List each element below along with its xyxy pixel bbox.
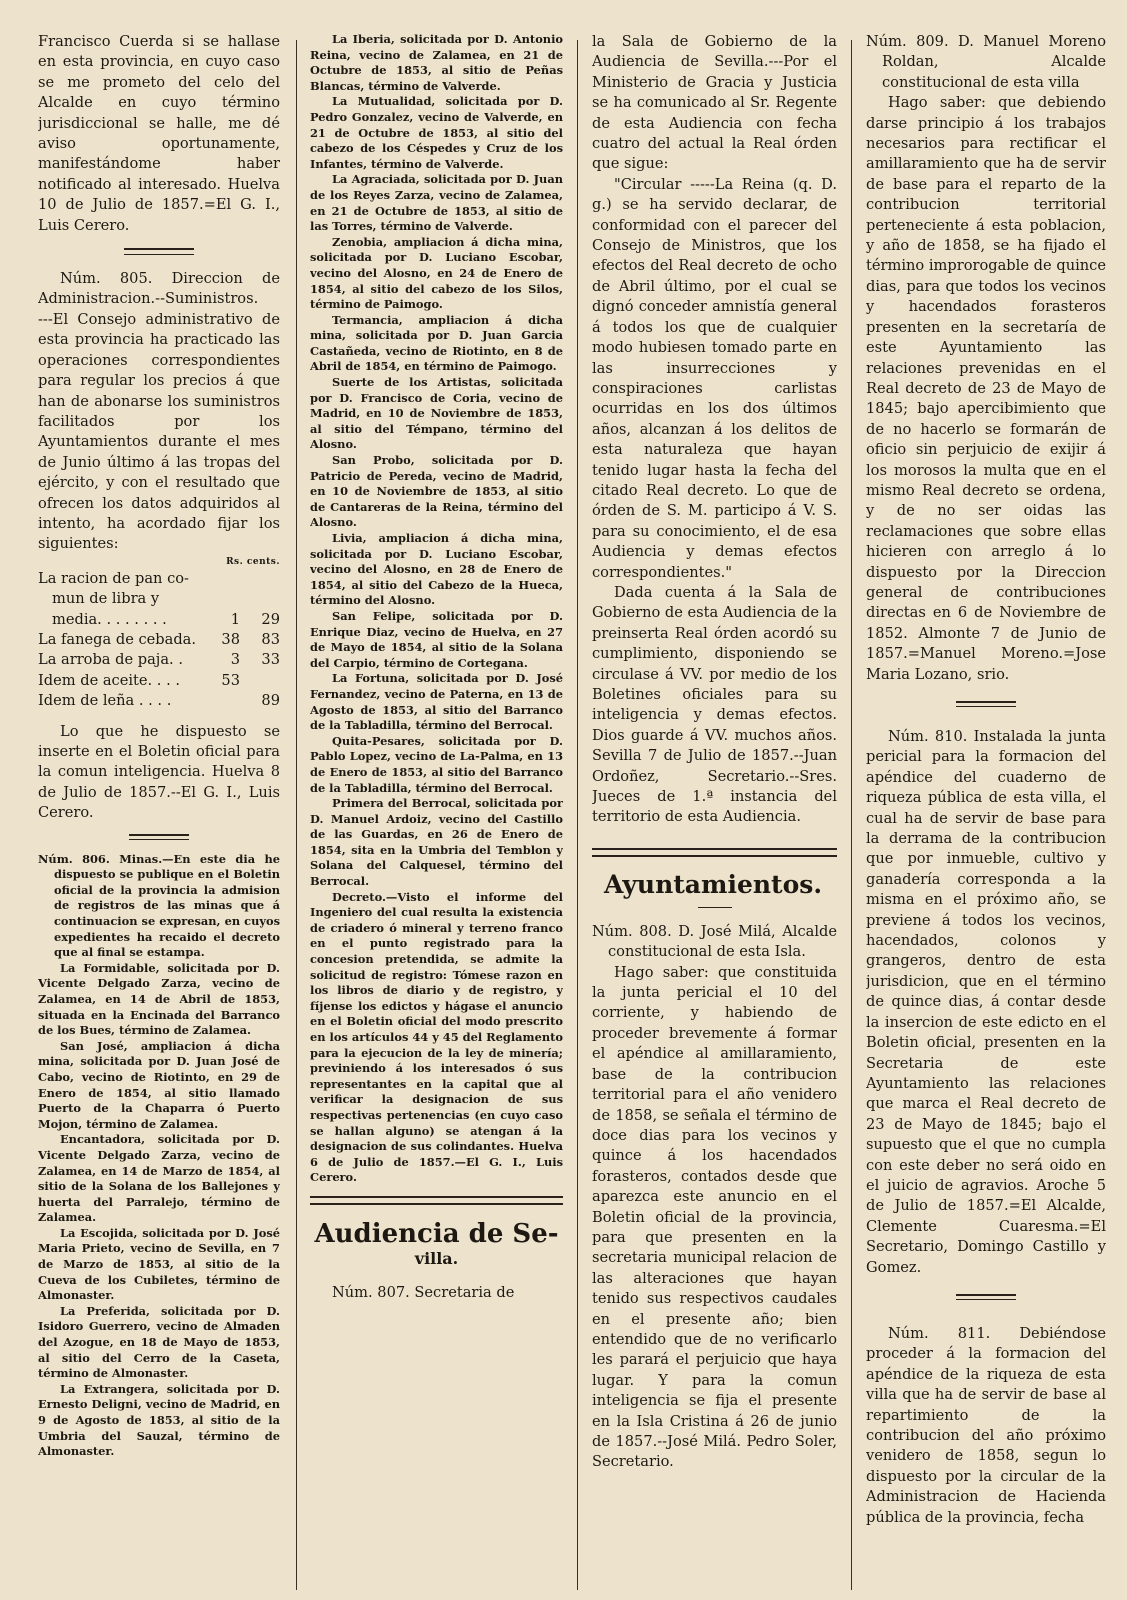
- separator: [129, 834, 189, 840]
- price-table-header: Rs. cents.: [226, 556, 280, 567]
- royal-circular: "Circular -----La Reina (q. D. g.) se ha servido declarar, de conformidad con el parecer del Consejo de Ministros, que los efectos del Real decreto de ocho de Abril último, por el cual se dignó conceder amnistía general á todos los que de cualquier modo hubiesen tomado parte en las insurrecciones y conspiraciones carlistas ocurridas en los dos últimos años, alcanzan á los delitos de esta naturaleza que hayan tenido lugar hasta la fecha del citado Real decreto. Lo que de órden de S. M. participo á V. S. para su conocimiento, el de esa Audiencia y demas efectos correspondientes.": [592, 175, 837, 581]
- notice-808-header: Núm. 808. D. José Milá, Alcalde constitucional de esta Isla.: [592, 922, 837, 961]
- table-row: [38, 589, 280, 609]
- mine-entry: La Agraciada, solicitada por D. Juan de los Reyes Zarza, vecino de Zalamea, en 21 de Octubre de 1853, al sitio de las Torres, término de Valverde.: [310, 172, 563, 234]
- notice-811: Núm. 811. Debiéndose proceder á la formacion del apéndice de la riqueza de esta villa que ha de servir de base al repartimiento de la contribucion del año próximo venidero de 1858, segun lo dispuesto por la circular de la Administracion de Hacienda pública de la provincia, fecha: [866, 1324, 1106, 1526]
- price-reales: 53: [221, 671, 240, 689]
- price-cents: 83: [261, 630, 280, 648]
- notice-807-start: Núm. 807. Secretaria de: [332, 1283, 515, 1301]
- separator: [956, 701, 1016, 707]
- mine-entry: La Formidable, solicitada por D. Vicente Delgado Zarza, vecino de Zalamea, en 14 de Abril de 1853, situada en la Encinada del Barranco de los Bues, término de Zalamea.: [38, 960, 280, 1038]
- notice-807-closing: Dada cuenta á la Sala de Gobierno de esta Audiencia de la preinserta Real órden acordó su cumplimiento, disponiendo se circulase á VV. por medio de los Boletines oficiales para su inteligencia y demas efectos. Dios guarde á VV. muchos años. Sevilla 7 de Julio de 1857.--Juan Ordoñez, Secretario.--Sres. Jueces de 1.ª instancia del territorio de esta Audiencia.: [592, 583, 837, 826]
- separator: [124, 248, 194, 255]
- notice-806-intro: Núm. 806. Minas.—En este dia he dispuesto se publique en el Boletin oficial de la provincia la admision de registros de las minas que á continuacion se expresan, en cuyos expedientes ha recaido el decreto que al final se estampa.: [38, 851, 280, 960]
- price-reales: [212, 569, 240, 589]
- price-item: La arroba de paja. .: [38, 651, 183, 669]
- mine-entry: La Iberia, solicitada por D. Antonio Reina, vecino de Zalamea, en 21 de Octubre de 1853, al sitio de Peñas Blancas, término de Valverde.: [310, 32, 563, 93]
- column-1: [38, 32, 280, 1594]
- price-reales: [212, 691, 240, 711]
- price-cents: 33: [261, 651, 280, 669]
- notice-805-closing: Lo que he dispuesto se inserte en el Boletin oficial para la comun inteligencia. Huelva 8 de Julio de 1857.--El G. I., Luis Cerero.: [38, 722, 280, 822]
- price-cents: [240, 589, 280, 609]
- section-title-ayuntamientos: Ayuntamientos.: [604, 869, 823, 899]
- table-row: [38, 671, 280, 691]
- mine-entry: La Preferida, solicitada por D. Isidoro Guerrero, vecino de Almaden del Azogue, en 18 de Mayo de 1853, al sitio del Cerro de la Caseta, término de Almonaster.: [38, 1303, 280, 1381]
- notice-809-body: Hago saber: que debiendo darse principio á los trabajos necesarios para rectificar el amillaramiento que ha de servir de base para el reparto de la contribucion territorial perteneciente á esta poblacion, y año de 1858, se ha fijado el término improrogable de quince dias, para que todos los vecinos y hacendados forasteros presenten en la secretaría de este Ayuntamiento las relaciones prevenidas en el Real decreto de 23 de Mayo de 1845; bajo apercibimiento que de no hacerlo se formarán de oficio sin perjuicio de exijir á los morosos la multa que en el mismo Real decreto se ordena, y de no ser oidas las reclamaciones que sobre ellas hicieren con arreglo á lo dispuesto por la Direccion general de contribuciones directas en 6 de Noviembre de 1852. Almonte 7 de Junio de 1857.=Manuel Moreno.=Jose Maria Lozano, srio.: [866, 94, 1106, 683]
- price-cents: [240, 671, 280, 691]
- mine-entry: Primera del Berrocal, solicitada por D. Manuel Ardoiz, vecino del Castillo de las Guardas, en 26 de Enero de 1854, sita en la Umbria del Temblon y Solana del Calquesel, término del Berrocal.: [310, 796, 563, 889]
- notice-805-header: Núm. 805. Direccion de Administracion.--Suministros.: [38, 270, 280, 308]
- mine-entry: Suerte de los Artistas, solicitada por D. Francisco de Coria, vecino de Madrid, en 10 de Noviembre de 1853, al sitio del Témpano, término del Alosno.: [310, 375, 563, 452]
- column-divider: [296, 40, 297, 1590]
- price-cents: [240, 569, 280, 589]
- section-title-audiencia-cont: villa.: [414, 1248, 459, 1268]
- double-rule: [592, 848, 837, 857]
- price-cents: 89: [261, 692, 280, 710]
- mine-entry: La Mutualidad, solicitada por D. Pedro Gonzalez, vecino de Valverde, en 21 de Octubre de 1853, al sitio del cabezo de los Céspedes y Cruz de los Infantes, término de Valverde.: [310, 94, 563, 171]
- table-row: [38, 650, 280, 670]
- mine-entry: Livia, ampliacion á dicha mina, solicitada por D. Luciano Escobar, vecino del Alosno, en 28 de Enero de 1854, al sitio del Cabezo de la Hueca, término del Alosno.: [310, 531, 563, 608]
- column-4: [866, 32, 1106, 1594]
- price-reales: 3: [230, 651, 240, 669]
- price-item: Idem de aceite. . . .: [38, 671, 180, 689]
- price-cents: 29: [261, 610, 280, 628]
- table-row: [38, 610, 280, 630]
- double-rule: [310, 1196, 563, 1205]
- mine-entry: La Escojida, solicitada por D. José Maria Prieto, vecino de Sevilla, en 7 de Marzo de 1853, al sitio de la Cueva de los Cubiletes, término de Almonaster.: [38, 1225, 280, 1303]
- mining-decree: Decreto.—Visto el informe del Ingeniero del cual resulta la existencia de criadero ó mineral y terreno franco en el punto registrado para la concesion pretendida, se admite la solicitud de registro: Tómese razon en los libros de diario y de registro, y fíjense los edictos y hágase el anuncio en el Boletin oficial del modo prescrito en los artículos 44 y 45 del Reglamento para la ejecucion de la ley de minería; previniendo á los interesados ó sus representantes en la capital que al verificar la designacion de sus respectivas pertenencias (en cuyo caso se hallan alguno) se atengan á la designacion de sus colindantes. Huelva 6 de Julio de 1857.—El G. I., Luis Cerero.: [310, 889, 563, 1185]
- mine-entry: San Probo, solicitada por D. Patricio de Pereda, vecino de Madrid, en 10 de Noviembre de 1853, al sitio de Cantareras de la Reina, término del Alosno.: [310, 453, 563, 530]
- table-row: [38, 691, 280, 711]
- notice-fragment: Francisco Cuerda si se hallase en esta provincia, en cuyo caso se me prometo del celo del Alcalde en cuyo término jurisdiccional se halle, me dé aviso oportunamente, manifestándome haber notificado al interesado. Huelva 10 de Julio de 1857.=El G. I., Luis Cerero.: [38, 33, 280, 234]
- table-row: [38, 569, 280, 589]
- mine-entry: Zenobia, ampliacion á dicha mina, solicitada por D. Luciano Escobar, vecino del Alosno, en 24 de Enero de 1854, al sitio del cabezo de los Silos, término de Paimogo.: [310, 234, 563, 312]
- column-divider: [851, 40, 852, 1590]
- mine-entry: Encantadora, solicitada por D. Vicente Delgado Zarza, vecino de Zalamea, en 14 de Marzo de 1854, al sitio de la Solana de los Ballejones y huerta del Parralejo, término de Zalamea.: [38, 1132, 280, 1225]
- column-divider: [577, 40, 578, 1590]
- mine-entry: Quita-Pesares, solicitada por D. Pablo Lopez, vecino de La-Palma, en 13 de Enero de 1853, al sitio del Barranco de la Tabladilla, término del Berrocal.: [310, 733, 563, 795]
- price-reales: [212, 589, 240, 609]
- notice-807-body: la Sala de Gobierno de la Audiencia de Sevilla.---Por el Ministerio de Gracia y Justicia se ha comunicado al Sr. Regente de esta Audiencia con fecha cuatro del actual la Real órden que sigue:: [592, 33, 837, 173]
- column-3: [592, 32, 837, 1594]
- separator: [956, 1294, 1016, 1300]
- notice-805-body: ---El Consejo administrativo de esta provincia ha practicado las operaciones correspondientes para regular los precios á que han de abonarse los suministros facilitados por los Ayuntamientos durante el mes de Junio último á las tropas del ejército, y con el resultado que ofrecen los datos adquiridos al intento, ha acordado fijar los siguientes:: [38, 310, 280, 553]
- mine-entry: San Felipe, solicitada por D. Enrique Diaz, vecino de Huelva, en 27 de Mayo de 1854, al sitio de la Solana del Carpio, término de Cortegana.: [310, 608, 563, 670]
- mine-entry: San José, ampliacion á dicha mina, solicitada por D. Juan José de Cabo, vecino de Riotinto, en 29 de Enero de 1854, al sitio llamado Puerto de la Chaparra ó Puerto Mojon, término de Zalamea.: [38, 1038, 280, 1131]
- separator: [698, 907, 732, 908]
- mine-entry: Termancia, ampliacion á dicha mina, solicitada por D. Juan Garcia Castañeda, vecino de Riotinto, en 8 de Abril de 1854, en término de Paimogo.: [310, 312, 563, 374]
- notice-808-body: Hago saber: que constituida la junta pericial el 10 del corriente, y habiendo de proceder brevemente á formar el apéndice al amillaramiento, base de la contribucion territorial para el año venidero de 1858, se señala el término de doce dias para los vecinos y quince á los hacendados forasteros, contados desde que aparezca este anuncio en el Boletin oficial de la provincia, para que presenten en la secretaria municipal relacion de las alteraciones que hayan tenido sus respectivos caudales en el presente año; bien entendido que de no verificarlo les parará el perjuicio que haya lugar. Y para la comun inteligencia se fija el presente en la Isla Cristina á 26 de junio de 1857.--José Milá. Pedro Soler, Secretario.: [592, 963, 837, 1471]
- price-reales: 1: [230, 610, 240, 628]
- price-item: Idem de leña . . . .: [38, 692, 172, 710]
- section-title-audiencia: Audiencia de Se-: [314, 1218, 559, 1249]
- price-reales: 38: [221, 630, 240, 648]
- price-item: mun de libra y: [52, 590, 160, 608]
- table-row: [38, 630, 280, 650]
- notice-810: Núm. 810. Instalada la junta pericial para la formacion del apéndice del cuaderno de riqueza pública de esta villa, el cual ha de servir de base para la derrama de la contribucion que por inmueble, cultivo y ganadería corresponda a la misma en el próximo año, se previene á todos los vecinos, hacendados, colonos y grangeros, dentro de esta jurisdicion, que en el término de quince dias, á contar desde la insercion de este edicto en el Boletin oficial, presenten en la Secretaria de este Ayuntamiento las relaciones que marca el Real decreto de 23 de Mayo de 1845; bajo el supuesto que el que no cumpla con este deber no será oido en el juicio de agravios. Aroche 5 de Julio de 1857.=El Alcalde, Clemente Cuaresma.=El Secretario, Domingo Castillo y Gomez.: [866, 728, 1106, 1276]
- mine-entry: La Extrangera, solicitada por D. Ernesto Deligni, vecino de Madrid, en 9 de Agosto de 1853, al sitio de la Umbria del Sauzal, término de Almonaster.: [38, 1381, 280, 1459]
- mine-entry: La Fortuna, solicitada por D. José Fernandez, vecino de Paterna, en 13 de Agosto de 1853, al sitio del Barranco de la Tabladilla, término del Berrocal.: [310, 671, 563, 733]
- price-item: La fanega de cebada.: [38, 630, 197, 648]
- notice-809-header: Núm. 809. D. Manuel Moreno Roldan, Alcalde constitucional de esta villa: [866, 33, 1106, 91]
- column-2: [310, 32, 563, 1594]
- price-table: [38, 569, 280, 712]
- price-item: media. . . . . . . .: [52, 610, 167, 628]
- price-item: La racion de pan co-: [38, 569, 189, 587]
